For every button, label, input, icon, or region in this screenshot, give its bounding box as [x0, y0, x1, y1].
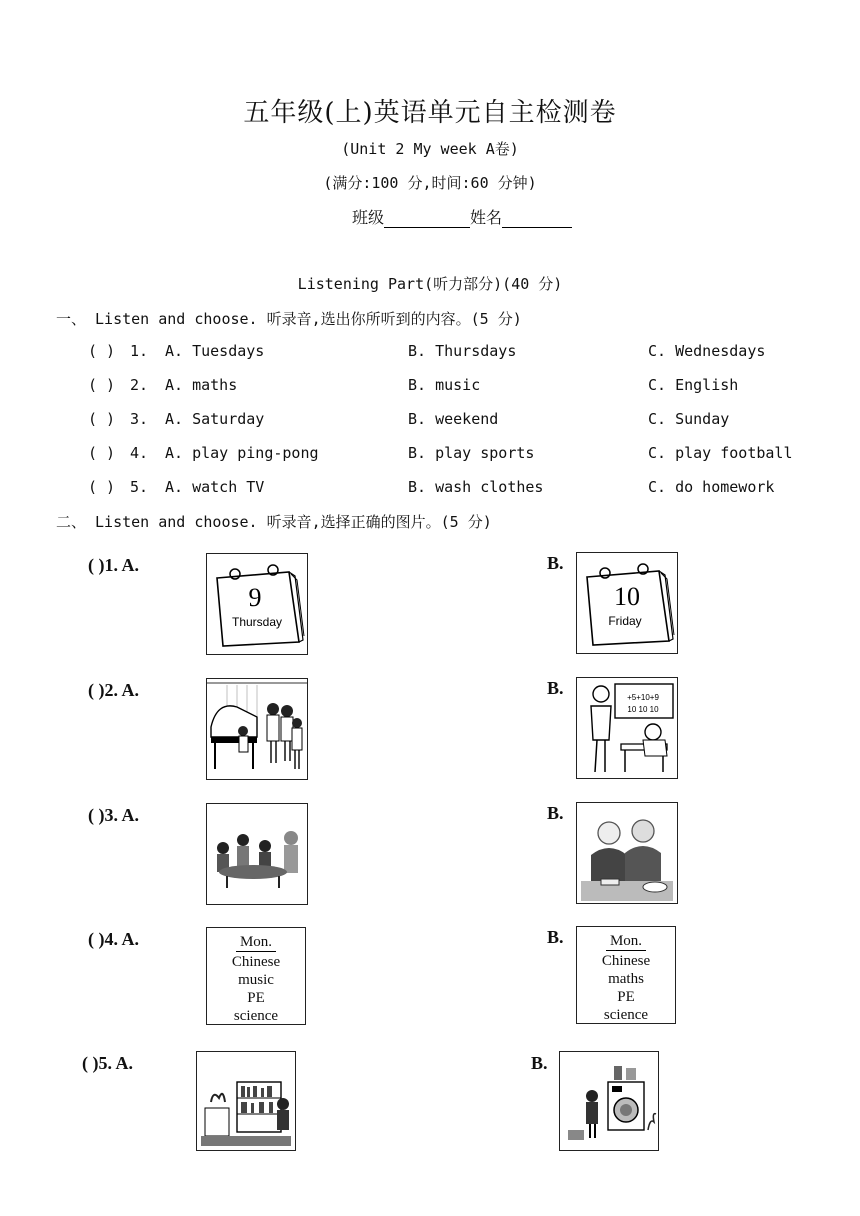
q4-option-c: C. play football [648, 444, 793, 462]
q2-number: 2. [130, 376, 149, 394]
q1-number: 1. [130, 342, 149, 360]
q3-label: ( )3. A. [88, 805, 139, 825]
unit-subtitle: (Unit 2 My week A卷) [341, 140, 519, 158]
q4-option-b-picture[interactable] [576, 926, 676, 1024]
q4a-subject: Chinese [231, 954, 281, 970]
q3-option-b-picture[interactable] [576, 802, 678, 904]
q3-number: 3. [130, 410, 149, 428]
q4b-subject: science [603, 1007, 649, 1023]
q4-b-label: B. [547, 927, 564, 947]
q1-option-a: A. Tuesdays [165, 342, 265, 360]
bookshelf-room-icon [197, 1052, 295, 1150]
q4a-subject: science [233, 1008, 279, 1024]
q2-option-a-picture[interactable] [206, 678, 308, 780]
q5-label: ( )5. A. [82, 1053, 133, 1073]
svg-text:+5+10+9: +5+10+9 [627, 693, 659, 702]
q4a-day: Mon. [236, 933, 276, 952]
q1-option-a-picture[interactable] [206, 553, 308, 655]
score-time: (满分:100 分,时间:60 分钟) [323, 174, 537, 192]
q5-option-c: C. do homework [648, 478, 775, 496]
q1b-dayname: Friday [608, 614, 642, 628]
q1-option-c: C. Wednesdays [648, 342, 766, 360]
q4b-day: Mon. [606, 932, 646, 951]
q5-option-a-picture[interactable] [196, 1051, 296, 1151]
class-label: 班级 [352, 208, 385, 227]
q2-b-label: B. [547, 678, 564, 698]
q4-number: 4. [130, 444, 149, 462]
q4-label: ( )4. A. [88, 929, 139, 949]
q4-option-b: B. play sports [408, 444, 535, 462]
q3-option-a: A. Saturday [165, 410, 265, 428]
q3-b-label: B. [547, 803, 564, 823]
q1-option-b-picture[interactable] [576, 552, 678, 654]
q2-option-a: A. maths [165, 376, 238, 394]
q4b-subject: Chinese [601, 953, 651, 969]
q4-option-a: A. play ping-pong [165, 444, 319, 462]
calendar-icon [207, 554, 307, 654]
q4b-subject: PE [617, 989, 635, 1005]
q1a-day: 9 [248, 583, 262, 612]
piano-music-class-icon [207, 679, 307, 779]
q2-answer-paren[interactable]: ( ) [88, 376, 116, 394]
calendar-icon [577, 553, 677, 653]
q5-option-b-picture[interactable] [559, 1051, 659, 1151]
q4-answer-paren[interactable]: ( ) [88, 444, 116, 462]
page-title: 五年级(上)英语单元自主检测卷 [243, 98, 617, 128]
q3-answer-paren[interactable]: ( ) [88, 410, 116, 428]
q3-option-a-picture[interactable] [206, 803, 308, 905]
q2-label: ( )2. A. [88, 680, 139, 700]
maths-class-icon [577, 678, 677, 778]
name-blank[interactable] [502, 211, 572, 228]
q4a-subject: music [238, 972, 274, 988]
q1-answer-paren[interactable]: ( ) [88, 342, 116, 360]
class-name-line [352, 205, 572, 228]
q5-option-b: B. wash clothes [408, 478, 544, 496]
grandparents-cooking-icon [577, 803, 677, 903]
svg-text:10 10 10: 10 10 10 [627, 705, 659, 714]
q5-b-label: B. [531, 1053, 548, 1073]
section2-heading: 二、 Listen and choose. 听录音,选择正确的图片。(5 分) [56, 513, 492, 531]
q4-option-a-picture[interactable] [206, 927, 306, 1025]
q3-option-c: C. Sunday [648, 410, 730, 428]
q5-option-a: A. watch TV [165, 478, 265, 496]
q4b-subject: maths [608, 971, 644, 987]
q2-option-c: C. English [648, 376, 739, 394]
name-label: 姓名 [470, 208, 503, 227]
section1-heading: 一、 Listen and choose. 听录音,选出你所听到的内容。(5 分) [56, 310, 522, 328]
class-blank[interactable] [384, 211, 470, 228]
q2-option-b-picture[interactable] [576, 677, 678, 779]
q1a-dayname: Thursday [231, 615, 283, 629]
part-heading: Listening Part(听力部分)(40 分) [297, 275, 563, 293]
q5-answer-paren[interactable]: ( ) [88, 478, 116, 496]
q2-option-b: B. music [408, 376, 481, 394]
q5-number: 5. [130, 478, 149, 496]
q1-b-label: B. [547, 553, 564, 573]
washing-machine-icon [560, 1052, 658, 1150]
q1-option-b: B. Thursdays [408, 342, 517, 360]
q1b-day: 10 [614, 582, 640, 611]
family-dinner-icon [207, 804, 307, 904]
q3-option-b: B. weekend [408, 410, 499, 428]
q4a-subject: PE [247, 990, 265, 1006]
q1-label: ( )1. A. [88, 555, 139, 575]
